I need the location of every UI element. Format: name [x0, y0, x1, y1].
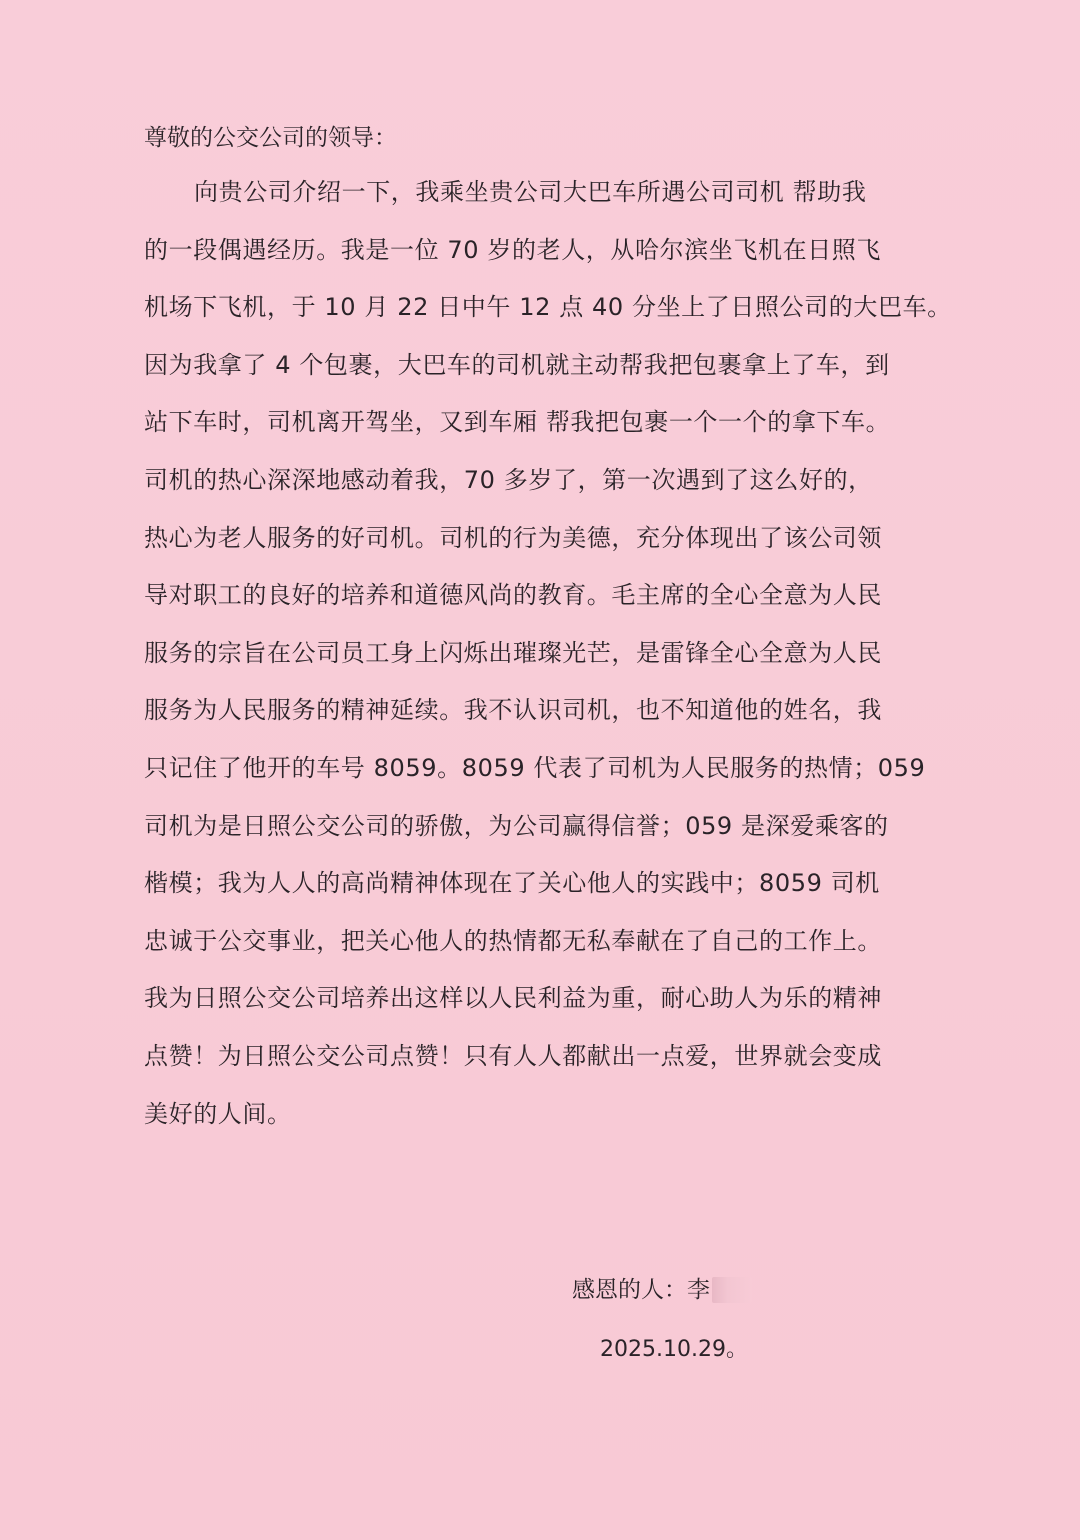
letter-line: 机场下飞机，于 10 月 22 日中午 12 点 40 分坐上了日照公司的大巴车。 [144, 293, 952, 322]
letter-line: 只记住了他开的车号 8059。8059 代表了司机为人民服务的热情；059 [144, 753, 926, 782]
letter-line: 的一段偶遇经历。我是一位 70 岁的老人，从哈尔滨坐飞机在日照飞 [144, 235, 881, 264]
letter-line: 热心为老人服务的好司机。司机的行为美德，充分体现出了该公司领 [144, 523, 882, 552]
letter-line: 美好的人间。 [144, 1099, 292, 1128]
letter-line: 楷模；我为人人的高尚精神体现在了关心他人的实践中；8059 司机 [144, 869, 880, 898]
salutation: 尊敬的公交公司的领导： [144, 125, 397, 151]
signature-block [572, 1268, 912, 1312]
letter-body [144, 112, 952, 1143]
signature-label: 感恩的人：李 [572, 1277, 710, 1303]
letter-line: 服务为人民服务的精神延续。我不认识司机，也不知道他的姓名，我 [144, 696, 882, 725]
letter-line: 站下车时，司机离开驾坐，又到车厢 帮我把包裹一个一个的拿下车。 [144, 408, 891, 437]
letter-line: 点赞！为日照公交公司点赞！只有人人都献出一点爱，世界就会变成 [144, 1041, 882, 1070]
letter-line: 我为日照公交公司培养出这样以人民利益为重，耐心助人为乐的精神 [144, 984, 882, 1013]
letter-date: 2025.10.29。 [600, 1337, 748, 1362]
letter-line: 忠诚于公交事业，把关心他人的热情都无私奉献在了自己的工作上。 [144, 926, 882, 955]
redacted-name-mark [712, 1277, 752, 1303]
letter-line: 向贵公司介绍一下，我乘坐贵公司大巴车所遇公司司机 帮助我 [194, 178, 867, 206]
letter-line: 导对职工的良好的培养和道德风尚的教育。毛主席的全心全意为人民 [144, 581, 882, 610]
signature [572, 1268, 912, 1312]
letter-line: 服务的宗旨在公司员工身上闪烁出璀璨光芒，是雷锋全心全意为人民 [144, 638, 882, 667]
letter-line: 司机的热心深深地感动着我，70 多岁了，第一次遇到了这么好的， [144, 465, 873, 494]
letter-line: 因为我拿了 4 个包裹，大巴车的司机就主动帮我把包裹拿上了车，到 [144, 350, 890, 379]
letter-line: 司机为是日照公交公司的骄傲，为公司赢得信誉；059 是深爱乘客的 [144, 811, 889, 840]
